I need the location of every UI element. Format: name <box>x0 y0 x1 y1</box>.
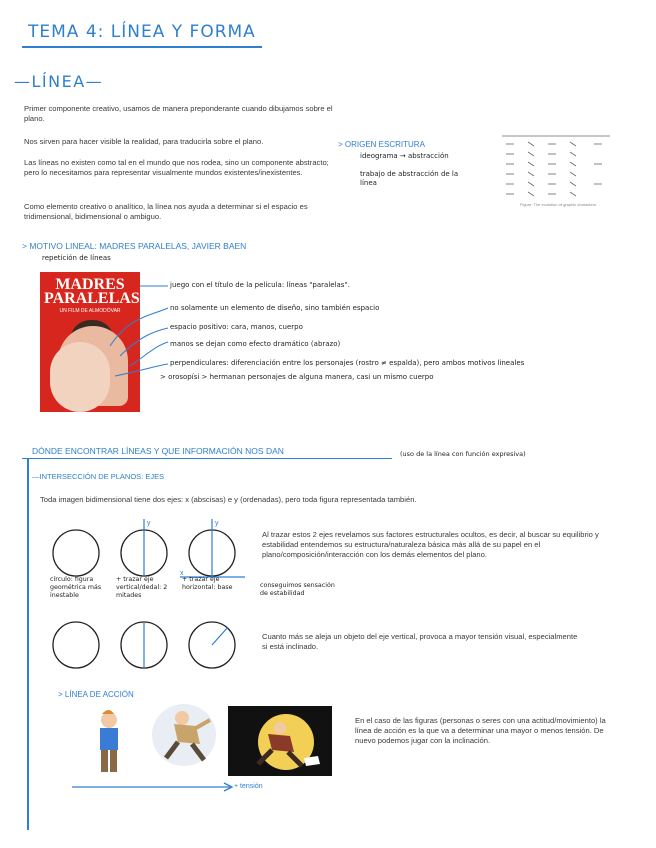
paragraph-2: Nos sirven para hacer visible la realidad, para traducirla sobre el plano. <box>24 137 264 146</box>
table-caption: Figure: The evolution of graphic characters <box>520 202 596 207</box>
origen-line2: trabajo de abstracción de la línea <box>360 170 459 187</box>
annotation-arrows <box>100 276 170 386</box>
motivo-note-3: espacio positivo: cara, manos, cuerpo <box>170 323 303 331</box>
tension-label: + tensión <box>234 783 263 790</box>
donde-aside: (uso de la línea con función expresiva) <box>400 450 526 458</box>
circle-label-1: círculo: figura geométrica más inestable <box>50 576 102 599</box>
running-figure-silhouette <box>228 706 332 776</box>
character-evolution-table <box>500 128 612 208</box>
motivo-note-2: no solamente un elemento de diseño, sino también espacio <box>170 304 380 312</box>
circles-tension-row <box>40 615 260 675</box>
glyph-table-graphic <box>500 128 612 204</box>
donde-heading: DÓNDE ENCONTRAR LÍNEAS Y QUE INFORMACIÓN NOS DAN <box>32 446 284 456</box>
poster-subtitle: UN FILM DE ALMODÓVAR <box>59 308 121 314</box>
figure-running-light <box>152 704 216 766</box>
tension-arrow <box>70 780 240 794</box>
figure-standing <box>88 708 130 778</box>
motivo-note-1: juego con el título de la película: líneas "paralelas". <box>170 281 350 289</box>
axis-y-label-2: y <box>215 520 219 527</box>
accion-heading: > LÍNEA DE ACCIÓN <box>58 690 134 699</box>
margin-line <box>27 458 29 830</box>
section-divider <box>22 458 392 459</box>
figure-running-moon <box>228 706 332 776</box>
axis-y-label-1: y <box>147 520 151 527</box>
poster-title: MADRES PARALELAS <box>44 276 140 307</box>
origen-label: > ORIGEN ESCRITURA <box>338 140 425 149</box>
axis-x-label: x <box>180 570 184 577</box>
page-title: TEMA 4: LÍNEA Y FORMA <box>28 22 256 42</box>
circle-label-3: + trazar eje horizontal: base <box>182 576 233 591</box>
paragraph-3: Las líneas no existen como tal en el mundo que nos rodea, sino un componente abstracto; pero lo necesitamos para representar visualmente mundos existentes/inexistentes. <box>24 158 329 177</box>
circle-label-4: conseguimos sensación de estabilidad <box>260 582 335 597</box>
motivo-note-6: > orosopísi > hermanan personajes de alguna manera, casi un mismo cuerpo <box>160 373 434 381</box>
tension-paragraph: Cuanto más se aleja un objeto del eje vertical, provoca a mayor tensión visual, especialmente si está inclinado. <box>262 632 578 651</box>
running-figure-graphic <box>152 704 216 766</box>
ejes-text: Toda imagen bidimensional tiene dos ejes: x (abscisas) e y (ordenadas), pero toda figura representada también. <box>40 495 417 504</box>
origen-line1: ideograma → abstracción <box>360 152 449 160</box>
title-underline <box>22 46 262 48</box>
ejes-heading: —INTERSECCIÓN DE PLANOS: EJES <box>32 472 165 481</box>
accion-paragraph: En el caso de las figuras (personas o seres con una actitud/movimiento) la línea de acción es la que va a determinar una mayor o menos tensión. De nuevo podemos jugar con la inclinación. <box>355 716 606 745</box>
circle-label-2: + trazar eje vertical/dedal: 2 mitades <box>116 576 168 599</box>
section-heading-linea: —LÍNEA— <box>14 72 104 91</box>
motivo-sub: repetición de líneas <box>42 254 111 262</box>
motivo-note-5: perpendiculares: diferenciación entre los personajes (rostro ≠ espalda), pero ambos motivos lineales <box>170 359 525 367</box>
motivo-note-4: manos se dejan como efecto dramático (abrazo) <box>170 340 341 348</box>
paragraph-4: Como elemento creativo o analítico, la línea nos ayuda a determinar si el espacio es tridimensional, bidimensional o ambiguo. <box>24 202 308 221</box>
motivo-heading: > MOTIVO LINEAL: MADRES PARALELAS, JAVIER BAEN <box>22 241 247 251</box>
ejes-paragraph: Al trazar estos 2 ejes revelamos sus factores estructurales ocultos, es decir, al buscar su equilibrio y estabilidad entendemos su estructura/naturaleza básica más allá de su papel en el plano/composición/interacción con los demás elementos del plano. <box>262 530 599 559</box>
paragraph-1: Primer componente creativo, usamos de manera preponderante cuando dibujamos sobre el plano. <box>24 104 333 123</box>
